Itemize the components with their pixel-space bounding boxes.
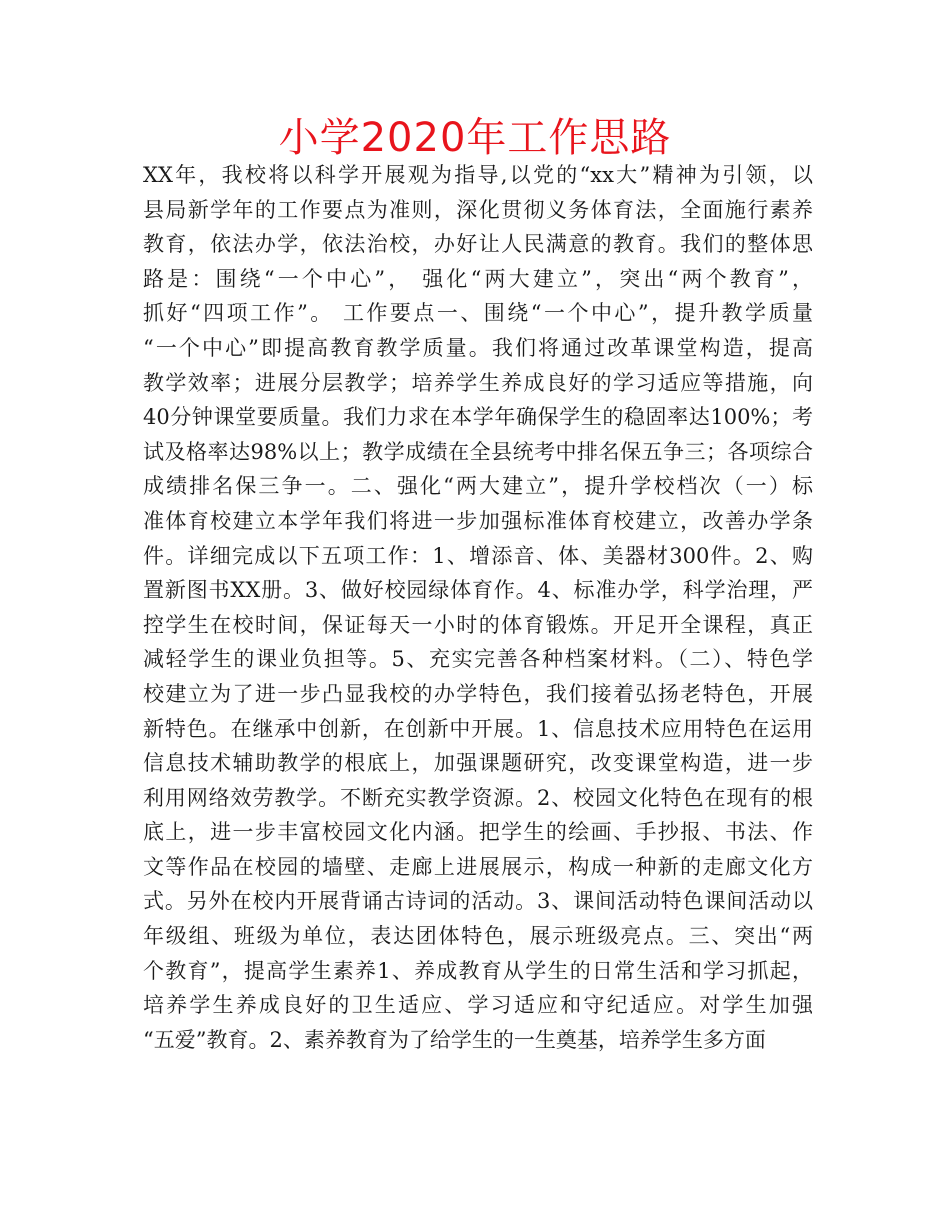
body-line: 式。另外在校内开展背诵古诗词的活动。3、课间活动特色课间活动以 bbox=[143, 889, 813, 914]
body-line: “一个中心”即提高教育教学质量。我们将通过改革课堂构造，提高 bbox=[143, 335, 813, 360]
body-line: 培养学生养成良好的卫生适应、学习适应和守纪适应。对学生加强 bbox=[143, 993, 813, 1018]
body-line: 件。详细完成以下五项工作：1、增添音、体、美器材300件。2、购 bbox=[143, 543, 813, 568]
body-line: 县局新学年的工作要点为准则，深化贯彻义务体育法，全面施行素养 bbox=[143, 197, 813, 222]
body-line: 校建立为了进一步凸显我校的办学特色，我们接着弘扬老特色，开展 bbox=[143, 681, 813, 706]
body-line: XX年，我校将以科学开展观为指导,以党的“xx大”精神为引领，以 bbox=[143, 163, 813, 187]
body-line: 试及格率达98%以上；教学成绩在全县统考中排名保五争三；各项综合 bbox=[143, 439, 813, 464]
document-title: 小学2020年工作思路 bbox=[278, 115, 672, 161]
body-line: 减轻学生的课业负担等。5、充实完善各种档案材料。（二）、特色学 bbox=[143, 647, 813, 672]
body-line: 年级组、班级为单位，表达团体特色，展示班级亮点。三、突出“两 bbox=[143, 924, 813, 949]
body-line: 准体育校建立本学年我们将进一步加强标准体育校建立，改善办学条 bbox=[143, 508, 813, 533]
body-line: 底上，进一步丰富校园文化内涵。把学生的绘画、手抄报、书法、作 bbox=[143, 820, 813, 845]
body-line: “五爱”教育。2、素养教育为了给学生的一生奠基，培养学生多方面 bbox=[143, 1027, 766, 1052]
document-body bbox=[143, 158, 813, 1057]
body-line: 利用网络效劳教学。不断充实教学资源。2、校园文化特色在现有的根 bbox=[143, 785, 813, 810]
body-line: 个教育”，提高学生素养1、养成教育从学生的日常生活和学习抓起， bbox=[143, 958, 813, 983]
body-line: 新特色。在继承中创新，在创新中开展。1、信息技术应用特色在运用 bbox=[143, 716, 813, 741]
body-line: 信息技术辅助教学的根底上，加强课题研究，改变课堂构造，进一步 bbox=[143, 751, 813, 776]
body-line: 控学生在校时间，保证每天一小时的体育锻炼。开足开全课程，真正 bbox=[143, 612, 813, 637]
body-line: 路是：围绕“一个中心”， 强化“两大建立”，突出“两个教育”， bbox=[143, 266, 813, 291]
body-line: 抓好“四项工作”。 工作要点一、围绕“一个中心”，提升教学质量 bbox=[143, 301, 813, 326]
body-line: 40分钟课堂要质量。我们力求在本学年确保学生的稳固率达100%；考 bbox=[143, 405, 813, 430]
body-line: 成绩排名保三争一。二、强化“两大建立”，提升学校档次（一）标 bbox=[143, 474, 813, 499]
body-line: 教学效率；进展分层教学；培养学生养成良好的学习适应等措施，向 bbox=[143, 370, 813, 395]
body-line: 教育，依法办学，依法治校，办好让人民满意的教育。我们的整体思 bbox=[143, 232, 813, 257]
body-line: 置新图书XX册。3、做好校园绿体育作。4、标准办学，科学治理，严 bbox=[143, 578, 813, 603]
body-line: 文等作品在校园的墙壁、走廊上进展展示，构成一种新的走廊文化方 bbox=[143, 854, 813, 879]
